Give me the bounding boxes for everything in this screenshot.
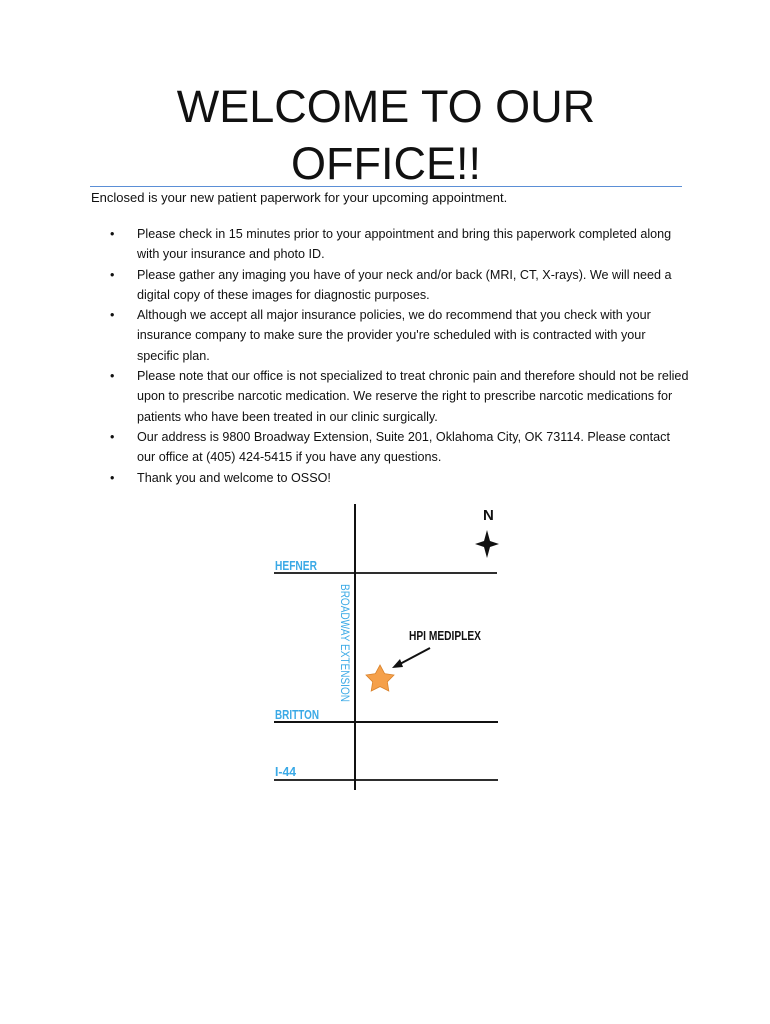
hpi-mediplex-label: HPI MEDIPLEX xyxy=(409,628,482,643)
hefner-label: HEFNER xyxy=(275,558,318,573)
intro-text: Enclosed is your new patient paperwork for your upcoming appointment. xyxy=(91,190,508,205)
title-divider xyxy=(90,186,682,187)
list-item-text: Please note that our office is not specialized to treat chronic pain and therefore should not be relied upon to prescribe narcotic medication. We reserve the right to prescribe narcotic medications for patients who have been treated in our clinic surgically. xyxy=(137,369,689,424)
bullet-icon: • xyxy=(110,308,115,323)
list-item xyxy=(110,265,690,306)
list-item xyxy=(110,305,690,366)
britton-label: BRITTON xyxy=(275,707,319,722)
bullet-icon: • xyxy=(110,369,115,384)
bullet-icon: • xyxy=(110,470,115,485)
list-item xyxy=(110,427,690,468)
page-title xyxy=(90,78,682,192)
pointer-arrow-line xyxy=(398,648,430,665)
bullet-icon: • xyxy=(110,267,115,282)
bullet-icon: • xyxy=(110,227,115,241)
bullet-icon: • xyxy=(110,429,115,444)
arrow-icon xyxy=(392,659,403,668)
list-item-text: Please check in 15 minutes prior to your appointment and bring this paperwork completed along with your insurance and photo ID. xyxy=(137,227,672,262)
i44-label: I-44 xyxy=(275,764,297,779)
title-line-2: OFFICE!! xyxy=(291,138,481,189)
list-item-text: Please gather any imaging you have of your neck and/or back (MRI, CT, X-rays). We will need a digital copy of these images for diagnostic purposes. xyxy=(137,267,672,302)
list-item-text: Thank you and welcome to OSSO! xyxy=(137,470,331,485)
star-icon xyxy=(366,665,394,691)
broadway-label: BROADWAY EXTENSION xyxy=(338,584,352,726)
list-item xyxy=(110,224,690,265)
compass-icon xyxy=(475,530,499,558)
list-item xyxy=(110,366,690,427)
list-item-text: Although we accept all major insurance policies, we do recommend that you check with your insurance company to make sure the provider you're scheduled with is contracted with your specific plan. xyxy=(137,308,651,363)
compass-north-label: N xyxy=(483,507,494,524)
location-map xyxy=(262,500,512,796)
list-item-text: Our address is 9800 Broadway Extension, Suite 201, Oklahoma City, OK 73114. Please contact our office at (405) 424-5415 if you have any questions. xyxy=(137,429,670,465)
instruction-list xyxy=(110,224,690,488)
list-item xyxy=(110,468,690,488)
title-line-1: WELCOME TO OUR xyxy=(176,81,596,132)
